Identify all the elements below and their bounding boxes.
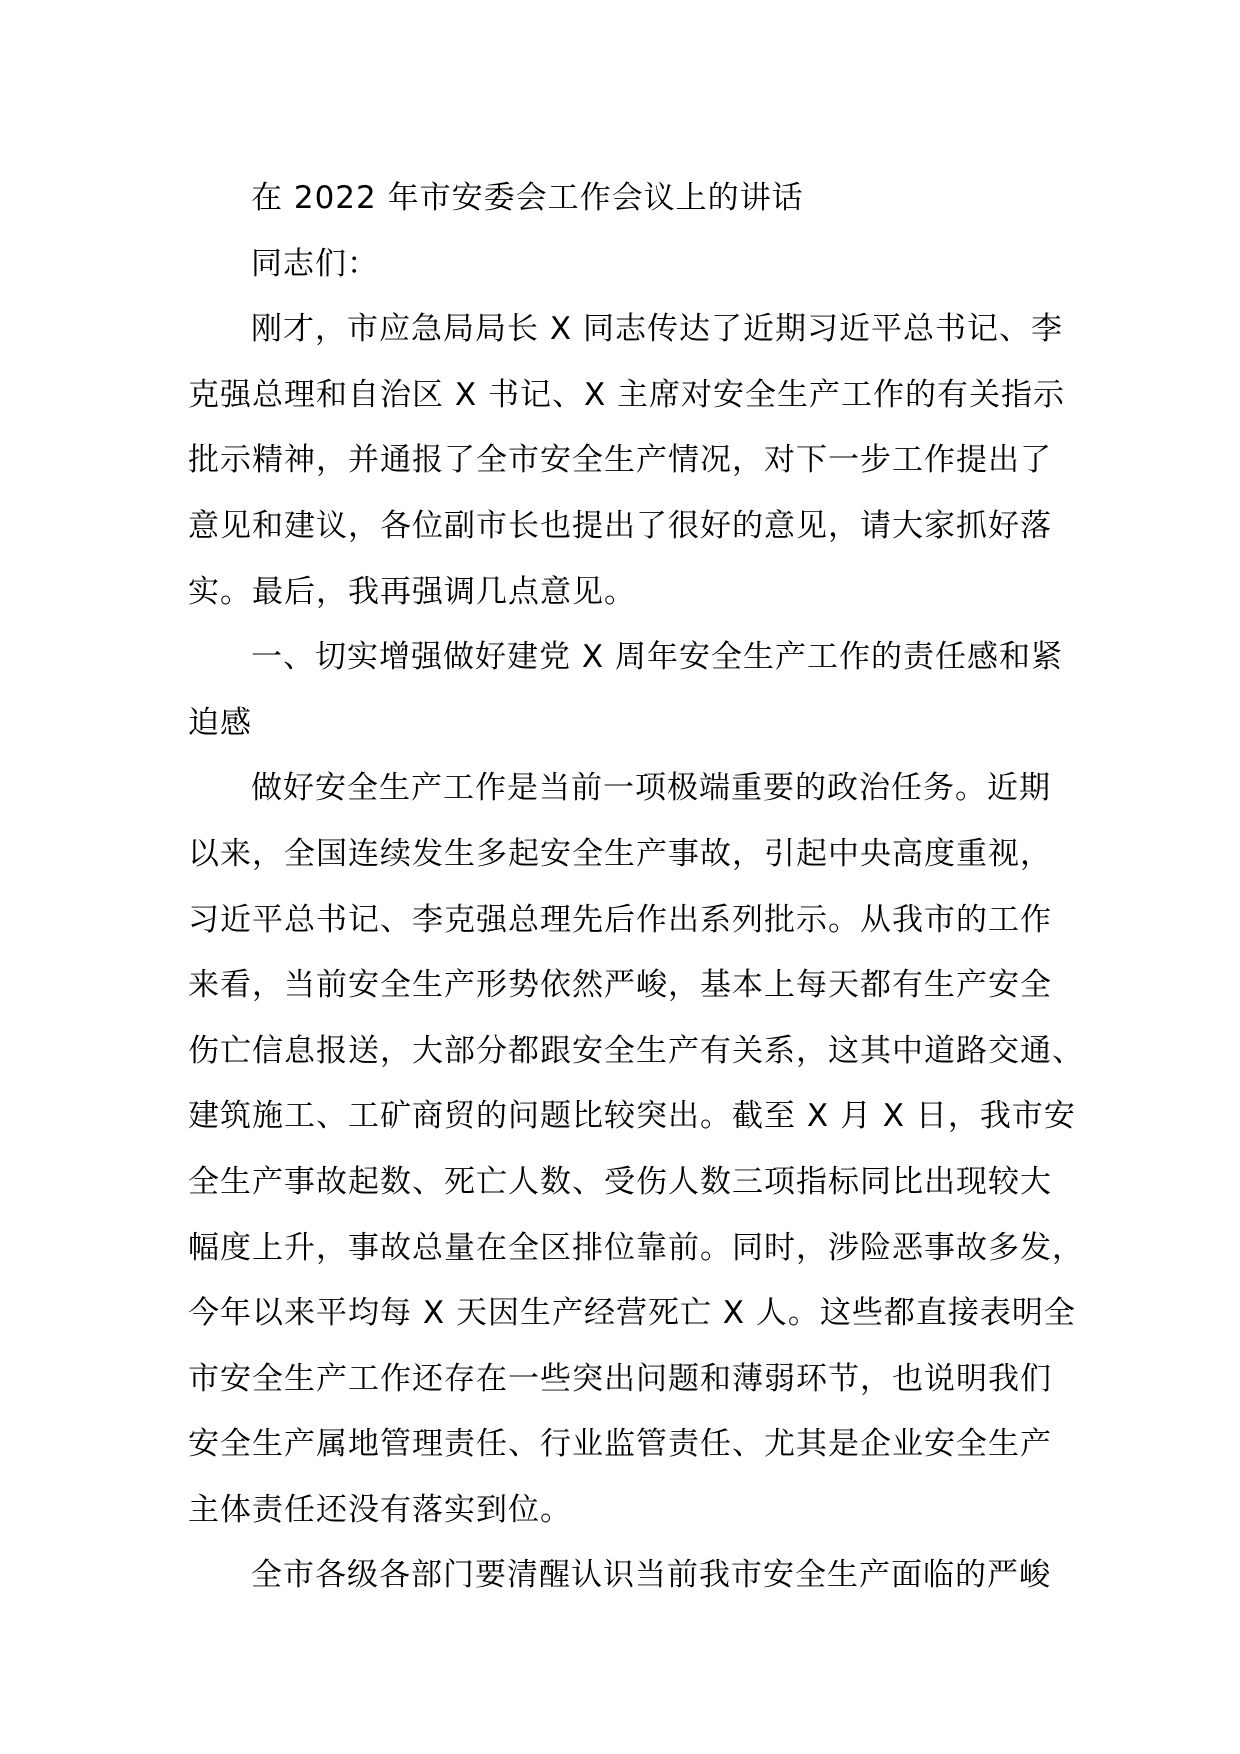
text-line: 安全生产属地管理责任、行业监管责任、尤其是企业安全生产 (188, 1426, 1052, 1463)
text-line: 建筑施工、工矿商贸的问题比较突出。截至 X 月 X 日，我市安 (188, 1098, 1076, 1135)
section-heading: 一、切实增强做好建党 X 周年安全生产工作的责任感和紧 (251, 639, 1063, 676)
text-line: 做好安全生产工作是当前一项极端重要的政治任务。近期 (251, 770, 1051, 807)
text-line: 全生产事故起数、死亡人数、受伤人数三项指标同比出现较大 (188, 1163, 1052, 1200)
text-line: 幅度上升，事故总量在全区排位靠前。同时，涉险恶事故多发， (188, 1229, 1084, 1266)
text-line: 克强总理和自治区 X 书记、X 主席对安全生产工作的有关指示 (188, 376, 1066, 413)
document-body (188, 166, 1088, 1609)
speech-title: 在 2022 年市安委会工作会议上的讲话 (251, 180, 804, 216)
text-line: 伤亡信息报送，大部分都跟安全生产有关系，这其中道路交通、 (188, 1032, 1084, 1069)
text-line: 习近平总书记、李克强总理先后作出系列批示。从我市的工作 (188, 901, 1052, 938)
salutation: 同志们： (251, 245, 379, 282)
text-line: 以来，全国连续发生多起安全生产事故，引起中央高度重视， (188, 835, 1052, 872)
text-line: 批示精神，并通报了全市安全生产情况，对下一步工作提出了 (188, 442, 1052, 479)
text-line: 意见和建议，各位副市长也提出了很好的意见，请大家抓好落 (188, 507, 1052, 544)
text-line: 刚才，市应急局局长 X 同志传达了近期习近平总书记、李 (251, 311, 1063, 348)
text-line: 今年以来平均每 X 天因生产经营死亡 X 人。这些都直接表明全 (188, 1295, 1076, 1332)
section-heading-continued: 迫感 (188, 704, 252, 741)
text-line: 来看，当前安全生产形势依然严峻，基本上每天都有生产安全 (188, 967, 1052, 1004)
text-line: 全市各级各部门要清醒认识当前我市安全生产面临的严峻 (251, 1557, 1051, 1594)
text-line: 市安全生产工作还存在一些突出问题和薄弱环节，也说明我们 (188, 1360, 1052, 1397)
text-line: 主体责任还没有落实到位。 (188, 1491, 572, 1528)
text-line: 实。最后，我再强调几点意见。 (188, 573, 636, 610)
